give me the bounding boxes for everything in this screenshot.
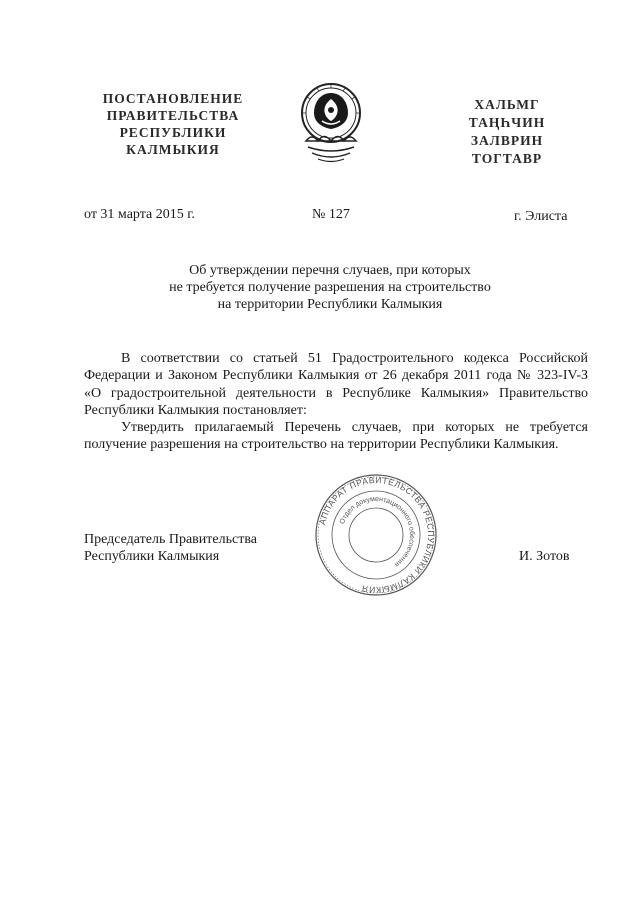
- title-line: не требуется получение разрешения на строительство: [169, 280, 491, 295]
- header-left-line: РЕСПУБЛИКИ: [119, 125, 227, 140]
- document-body: [84, 350, 588, 454]
- header-right-line: ТОГТАВР: [471, 151, 543, 166]
- header-left-line: ПРАВИТЕЛЬСТВА: [106, 108, 240, 123]
- header-left-line: ПОСТАНОВЛЕНИЕ: [102, 91, 244, 106]
- title-line: на территории Республики Калмыкия: [217, 297, 443, 312]
- stamp-inner-text: Отдел документационного обеспечения: [338, 495, 416, 568]
- body-paragraph-preamble: В соответствии со статьей 51 Градостроительного кодекса Российской Федерации и Законом Республики Калмыкия от 26 декабря 2011 года № 323-IV-З «О градостроительной деятельности в Республике Калмыкия» Правительство Республики Калмыкия постановляет:: [84, 351, 588, 418]
- header-right-line: ХАЛЬМГ: [474, 97, 540, 112]
- header-right-line: ТАҢҺЧИН: [468, 115, 546, 130]
- header-left-line: КАЛМЫКИЯ: [126, 142, 220, 157]
- header-left-title: [88, 90, 258, 158]
- signatory-name: И. Зотов: [519, 549, 570, 564]
- document-number: № 127: [312, 207, 350, 222]
- title-line: Об утверждении перечня случаев, при которых: [189, 263, 471, 278]
- signatory-position: [84, 531, 257, 565]
- document-city: г. Элиста: [514, 209, 568, 224]
- svg-text:АППАРАТ ПРАВИТЕЛЬСТВА РЕСПУБЛИ: [317, 475, 436, 595]
- stamp-outer-text: АППАРАТ ПРАВИТЕЛЬСТВА РЕСПУБЛИКИ КАЛМЫКИЯ: [317, 474, 437, 596]
- signatory-position-line2: Республики Калмыкия: [84, 549, 220, 564]
- header-right-line: ЗАЛВРИН: [470, 133, 544, 148]
- header-right-title: [452, 96, 562, 168]
- official-stamp: [314, 473, 438, 597]
- svg-text:Отдел документационного обеспе: [339, 496, 416, 568]
- document-title: [140, 262, 520, 313]
- document-date: от 31 марта 2015 г.: [84, 207, 195, 222]
- coat-of-arms-icon: [298, 77, 364, 165]
- body-paragraph-resolution: Утвердить прилагаемый Перечень случаев, при которых не требуется получение разрешения на строительство на территории Республики Калмыкия.: [84, 420, 588, 453]
- signatory-position-line1: Председатель Правительства: [84, 532, 257, 547]
